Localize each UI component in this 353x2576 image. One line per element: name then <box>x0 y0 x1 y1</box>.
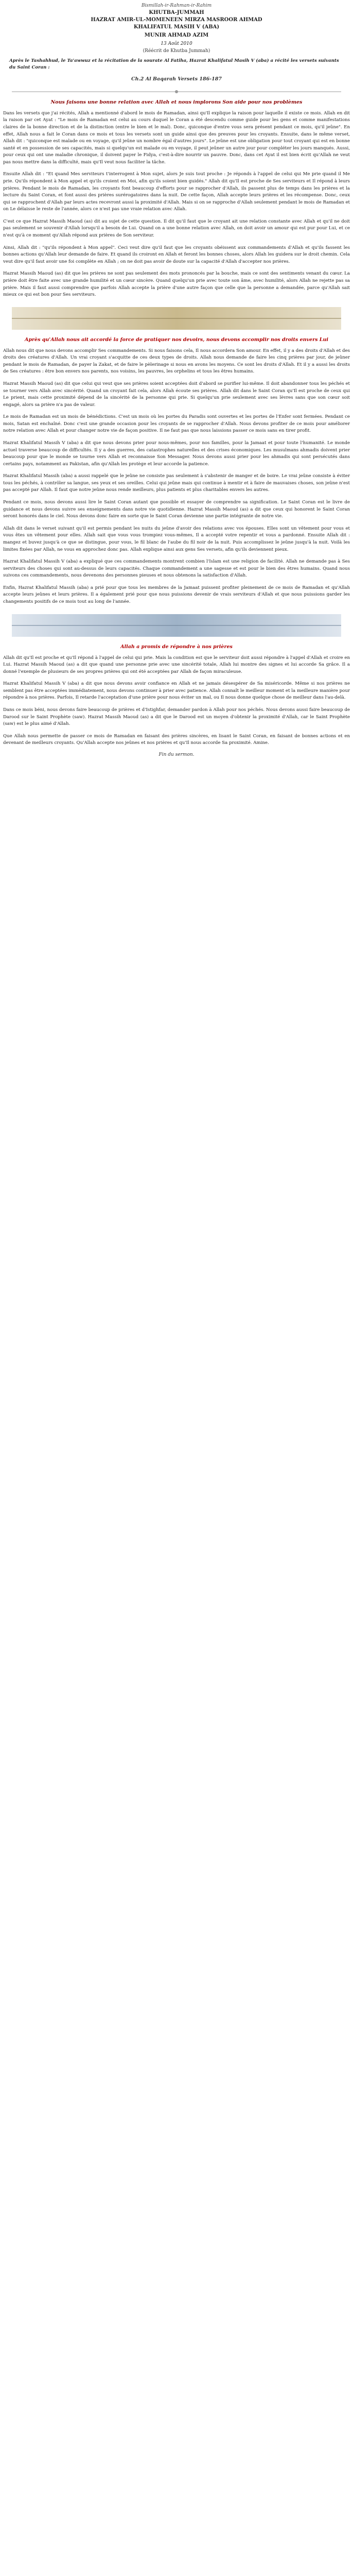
section-banner-image <box>12 307 341 330</box>
paragraph: Ensuite Allah dit : "Et quand Mes serviteurs t'interrogent à Mon sujet, alors Je suis tout proche : Je réponds à l'appel de celui qui Me prie quand il Me prie. Qu'ils répondent à Mon appel et qu'ils croient en Moi, afin qu'ils soient bien guidés." Allah dit qu'Il est proche de Ses serviteurs et Il répond à leurs prières. Pendant le mois de Ramadan, les croyants font beaucoup d'efforts pour se rapprocher d'Allah, ils passent plus de temps dans les prières et la lecture du Saint Coran, et font aussi des prières surérogatoires dans la nuit. De cette façon, Allah accepte leurs prières et les récompense. Donc, ceux qui se rapprochent d'Allah par leurs actes recevront aussi la proximité d'Allah. Mais si on se rapproche d'Allah seulement pendant le mois de Ramadan et on Le délaisse le reste de l'année, alors ce n'est pas une vraie relation avec Allah. <box>3 172 350 212</box>
end-line: Fin du sermon. <box>158 752 195 757</box>
paragraph: Pendant ce mois, nous devons aussi lire le Saint Coran autant que possible et essayer de comprendre sa signification. Le Saint Coran est le livre de guidance et nous devons suivre ses enseignements dans notre vie quotidienne. Hazrat Massih Maoud (as) a dit que ceux qui honorent le Saint Coran seront honorés dans le ciel. Nous devons donc faire en sorte que le Saint Coran devienne une partie intégrante de notre vie. <box>3 500 350 519</box>
name-line: HAZRAT AMIR-UL-MOMENEEN MIRZA MASROOR AHMAD <box>91 17 262 23</box>
paragraph: Le mois de Ramadan est un mois de bénédictions. C'est un mois où les portes du Paradis sont ouvertes et les portes de l'Enfer sont fermées. Pendant ce mois, Satan est enchaîné. Donc c'est une grande occasion pour les croyants de se rapprocher d'Allah. Nous devons profiter de ce mois pour améliorer notre relation avec Allah et pour changer notre vie de façon positive. Il ne faut pas que nous laissions passer ce mois sans en tirer profit. <box>3 414 350 434</box>
paragraph: Hazrat Khalifatul Massih V (aba) a dit que nous devons prier pour nous-mêmes, pour nos familles, pour la Jamaat et pour toute l'humanité. Le monde actuel traverse beaucoup de difficultés. Il y a des guerres, des catastrophes naturelles et des crises économiques. Les musulmans ahmadis doivent prier beaucoup pour que le monde se tourne vers Allah et reconnaisse Son Messager. Nous devons aussi prier pour les ahmadis qui sont persécutés dans certains pays, notamment au Pakistan, afin qu'Allah les protège et leur accorde la patience. <box>3 440 350 467</box>
paragraph: Ainsi, Allah dit : "qu'ils répondent à Mon appel". Ceci veut dire qu'il faut que les croyants obéissent aux commandements d'Allah et qu'ils fassent les bonnes actions qu'Allah leur demande de faire. Et quand ils croiront en Allah et feront les bonnes choses, alors Allah les guidera sur le droit chemin. Cela veut dire qu'il faut avoir une foi complète en Allah ; on ne doit pas avoir de doute sur la capacité d'Allah d'accepter nos prières. <box>3 245 350 264</box>
body-section-2 <box>3 348 350 606</box>
title-line: KHALIFATUL MASIH V (ABA) <box>133 24 220 30</box>
paragraph: C'est ce que Hazrat Massih Maoud (as) dit au sujet de cette question. Il dit qu'il faut que le croyant ait une relation constante avec Allah et qu'il ne doit pas seulement se souvenir d'Allah lorsqu'il a besoin de Lui. Quand on a une bonne relation avec Allah, on doit avoir un amour qui est pur pour Lui, et ce n'est qu'à ce moment qu'Allah répond aux prières de Son serviteur. <box>3 218 350 239</box>
paragraph: Hazrat Khalifatul Massih V (aba) a dit que nous devons avoir confiance en Allah et ne jamais désespérer de Sa miséricorde. Même si nos prières ne semblent pas être acceptées immédiatement, nous devons continuer à prier avec patience. Allah connaît le meilleur moment et la meilleure manière pour répondre à nos prières. Parfois, Il retarde l'acceptation d'une prière pour nous éviter un mal, ou Il nous donne quelque chose de meilleur dans l'au-delà. <box>3 681 350 701</box>
body-section-1 <box>3 110 350 299</box>
section-banner-image <box>12 614 341 637</box>
paragraph: Hazrat Khalifatul Massih V (aba) a expliqué que ces commandements montrent combien l'Islam est une religion de facilité. Allah ne demande pas à Ses serviteurs des choses qui sont au-dessus de leurs capacités. Chaque commandement a une sagesse et est pour le bien des êtres humains. Quand nous suivons ces commandements, nous devenons des personnes pieuses et nous obtenons la satisfaction d'Allah. <box>3 559 350 579</box>
subtitle-rights: Après qu'Allah nous ait accordé la force de pratiquer nos devoirs, nous devons accomplir nos droits envers Lui <box>25 336 328 343</box>
basmala-line: Bismillah-ir-Rahman-ir-Rahim <box>141 3 212 8</box>
paragraph: Allah dit qu'Il est proche et qu'Il répond à l'appel de celui qui prie. Mais la condition est que le serviteur doit aussi répondre à l'appel d'Allah et croire en Lui. Hazrat Massih Maoud (as) a dit que quand une personne prie avec une sincérité totale, Allah lui montre des signes et lui accorde Sa grâce. Il a donné l'exemple de plusieurs de ses propres prières qui ont été acceptées par Allah de façon miraculeuse. <box>3 655 350 674</box>
intro-paragraph: Après le Tashahhud, le Ta'awwuz et la récitation de la sourate Al Fatiha, Hazrat Khalifatul Masih V (aba) a récité les versets suivants du Saint Coran : <box>9 58 339 70</box>
paragraph: Allah dit dans le verset suivant qu'il est permis pendant les nuits du jeûne d'avoir des relations avec vos épouses. Elles sont un vêtement pour vous et vous êtes un vêtement pour elles. Allah sait que vous vous trompiez vous-mêmes, Il a accepté votre repentir et vous a pardonné. Ensuite Allah dit : mangez et buvez jusqu'à ce que se distingue, pour vous, le fil blanc de l'aube du fil noir de la nuit. Puis accomplissez le jeûne jusqu'à la nuit. Voilà les limites fixées par Allah, ne vous en approchez donc pas. Allah explique ainsi aux gens Ses versets, afin qu'ils deviennent pieux. <box>3 526 350 552</box>
verse-reference: Ch.2 Al Baqarah Versets 186-187 <box>131 76 222 82</box>
paragraph: Hazrat Massih Maoud (as) dit que les prières ne sont pas seulement des mots prononcés par la bouche, mais ce sont des sentiments venant du cœur. La prière doit être faite avec une grande humilité et un cœur sincère. Quand quelqu'un prie avec toute son âme, avec humilité, alors Allah ne rejette pas sa prière. Mais il faut aussi comprendre que parfois Allah accepte la prière d'une autre façon que celle que la personne a demandée, parce qu'Allah sait mieux ce qui est bon pour Ses serviteurs. <box>3 271 350 298</box>
paragraph: Dans ce mois béni, nous devons faire beaucoup de prières et d'Istighfar, demander pardon à Allah pour nos péchés. Nous devons aussi faire beaucoup de Darood sur le Saint Prophète (saw). Hazrat Massih Maoud (as) a dit que le Darood est un moyen d'obtenir la proximité d'Allah, car le Saint Prophète (saw) est le plus aimé d'Allah. <box>3 707 350 727</box>
sermon-page <box>0 0 353 766</box>
speaker-line: MUNIR AHMAD AZIM <box>144 32 209 38</box>
subtitle-promise: Allah a promis de répondre à nos prières <box>120 643 233 650</box>
paragraph: Hazrat Khalifatul Massih (aba) a aussi rappelé que le jeûne ne consiste pas seulement à s'abstenir de manger et de boire. Le vrai jeûne consiste à éviter tous les péchés, à contrôler sa langue, ses yeux et ses oreilles. Celui qui jeûne mais qui continue à mentir et à faire de mauvaises choses, son jeûne n'est pas accepté par Allah. Il faut que notre jeûne nous rende meilleurs, plus patients et plus charitables envers les autres. <box>3 473 350 493</box>
rewrite-note: (Réécrit de Khutba Jummah) <box>143 48 210 54</box>
paragraph: Enfin, Hazrat Khalifatul Massih (aba) a prié pour que tous les membres de la Jamaat puissent profiter pleinement de ce mois de Ramadan et qu'Allah accepte leurs jeûnes et leurs prières. Il a également prié pour que nous puissions devenir de vrais serviteurs d'Allah et que nous puissions garder les changements positifs de ce mois tout au long de l'année. <box>3 585 350 604</box>
paragraph: Dans les versets que j'ai récités, Allah a mentionné d'abord le mois de Ramadan, ainsi qu'Il explique la raison pour laquelle il existe ce mois. Allah en dit la raison par cet Ayat : "Le mois de Ramadan est celui au cours duquel le Coran a été descendu comme guide pour les gens et comme manifestations claires de la bonne direction et de la distinction (entre le bien et le mal). Donc, quiconque d'entre vous sera présent pendant ce mois, qu'il jeûne". En effet, Allah nous a fait le Coran dans ce mois et tous les versets sont un guide ainsi que des preuves pour les croyants. Ensuite, dans le même verset, Allah dit : "quiconque est malade ou en voyage, qu'il jeûne un nombre égal d'autres jours". Le jeûne est une obligation pour tout croyant qui est en bonne santé et en possession de ses capacités, mais si quelqu'un est malade ou en voyage, il peut jeûner un autre jour pour compléter les jours manqués. Aussi, pour ceux qui ont une maladie chronique, il doivent payer le Fidya, c'est-à-dire nourrir un pauvre. Donc, dans cet Ayat il est bien écrit qu'Allah ne veut pas nous mettre dans la difficulté, mais qu'Il veut nous faciliter la tâche. <box>3 110 350 165</box>
series-title: KHUTBA-JUMMAH <box>149 10 204 15</box>
subtitle-relation: Nous faisons une bonne relation avec Allah et nous implorons Son aide pour nos problèmes <box>50 99 303 105</box>
body-section-3 <box>3 655 350 747</box>
paragraph: Que Allah nous permette de passer ce mois de Ramadan en faisant des prières sincères, en lisant le Saint Coran, en faisant de bonnes actions et en devenant de meilleurs croyants. Qu'Allah accepte nos jeûnes et nos prières et qu'Il nous accorde Sa proximité. Amine. <box>3 733 350 746</box>
divider-ornament <box>3 88 350 95</box>
sermon-date: 13 Août 2010 <box>161 41 192 46</box>
paragraph: Hazrat Massih Maoud (as) dit que celui qui veut que ses prières soient acceptées doit d'abord se purifier lui-même. Il doit abandonner tous les péchés et se tourner vers Allah avec sincérité. Quand un croyant fait cela, alors Allah écoute ses prières. Allah dit dans le Saint Coran qu'Il est proche de ceux qui Le prient, mais cette proximité dépend de la sincérité de la personne qui prie. Si quelqu'un prie seulement avec ses lèvres sans que son cœur soit engagé, alors sa prière n'a pas de valeur. <box>3 381 350 408</box>
paragraph: Allah nous dit que nous devons accomplir Ses commandements. Si nous faisons cela, Il nous accordera Son amour. En effet, il y a des droits d'Allah et des droits des créatures d'Allah. Un vrai croyant s'acquitte de ces deux types de droits. Allah nous demande de faire les cinq prières par jour, de jeûner pendant le mois de Ramadan, de payer la Zakat, et de faire le pèlerinage si nous en avons les moyens. Ce sont les droits d'Allah. Et il y a aussi les droits de Ses créatures : être bon envers nos parents, nos voisins, les pauvres, les orphelins et tous les êtres humains. <box>3 348 350 375</box>
